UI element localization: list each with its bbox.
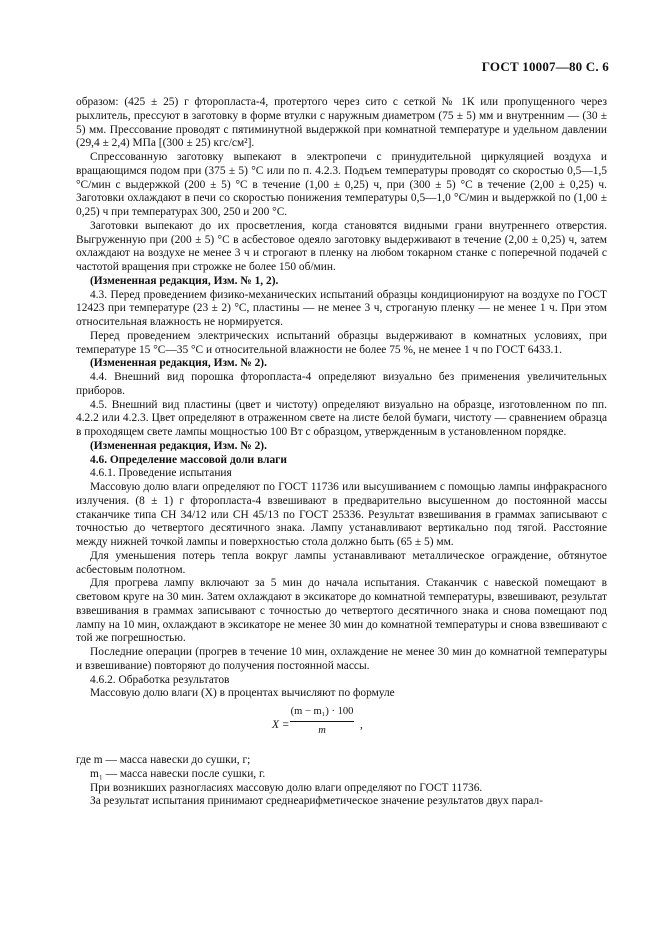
amendment-note: (Измененная редакция, Изм. № 1, 2). [90,274,279,287]
amendment-note: (Измененная редакция, Изм. № 2). [90,357,267,370]
formula-denominator: m [318,724,326,736]
page-header: ГОСТ 10007—80 С. 6 [481,59,609,74]
paragraph: Заготовки выпекают до их просветления, когда становятся видными грани внутреннего отверстия. Выгруженную при (200 ± 5) °С в асбестовое одеяло заготовку выдерживают в течение (2,00 ± 0,25) ч, затем охлаждают на воздухе не менее 3 ч и строгают в пленку на любом токарном станке с поперечной подачей с частотой вращения при строжке не более 150 об/мин. [76,219,607,273]
paragraph: Спрессованную заготовку выпекают в электропечи с принудительной циркуляцией воздуха и вращающимся подом при (375 ± 5) °С или по п. 4.2.3. Подъем температуры проводят со скоростью 0,5—1,5 °С/мин с выдержкой (200 ± 5) °С в течение (1,00 ± 0,25) ч, при (300 ± 5) °С в течение (2,00 ± 0,25) ч. Заготовки охлаждают в печи со скоростью понижения температуры 0,5—1,0 °С/мин и выдержкой по (1,00 ± 0,25) ч при температурах 300, 250 и 200 °С. [76,151,607,218]
paragraph: образом: (425 ± 25) г фторопласта-4, протертого через сито с сеткой № 1К или пропущенного через рыхлитель, прессуют в заготовку в форме втулки с наружным диаметром (75 ± 5) мм и внутренним — (30 ± 5) мм. Прессование проводят с пятиминутной выдержкой при комнатной температуре и удельном давлении (29,4 ± 2,4) МПа [(300 ± 25) кгс/см²]. [76,96,607,150]
paragraph: Последние операции (прогрев в течение 10 мин, охлаждение не менее 30 мин до комнатной температуры и взвешивание) повторяют до получения постоянной массы. [76,646,607,672]
formula-fraction [290,705,354,738]
variable-definition: где m — масса навески до сушки, г; [76,754,251,766]
paragraph: 4.4. Внешний вид порошка фторопласта-4 определяют визуально без применения увеличительных приборов. [76,371,607,397]
paragraph: Массовую долю влаги определяют по ГОСТ 11736 или высушиванием с помощью лампы инфракрасного излучения. (8 ± 1) г фторопласта-4 взвешивают в предварительно высушенном до постоянной массы стаканчике типа СН 34/12 или СН 45/13 по ГОСТ 25336. Результат взвешивания в граммах записывают с точностью до четвертого десятичного знака. Лампу устанавливают вертикально под тягой. Расстояние между нижней точкой лампы и поверхностью стола должно быть (65 ± 5) мм. [76,481,607,548]
variable-definition: m₁ — масса навески после сушки, г. [90,767,266,780]
formula-numerator: (m − m₁) · 100 [290,705,354,722]
paragraph: При возникших разногласиях массовую долю влаги определяют по ГОСТ 11736. [90,781,483,794]
paragraph: Массовую долю влаги (X) в процентах вычисляют по формуле [90,687,395,700]
paragraph: Перед проведением электрических испытаний образцы выдерживают в комнатных условиях, при температуре 15 °С—35 °С и относительной влажности не более 75 %, не менее 1 ч по ГОСТ 6433.1. [76,329,607,356]
paragraph: За результат испытания принимают среднеарифметическое значение результатов двух парал- [90,795,544,808]
document-body [76,96,607,809]
subsection-heading: 4.6.1. Проведение испытания [90,467,232,480]
formula-lhs: X = [272,719,290,731]
paragraph: 4.5. Внешний вид пластины (цвет и чистоту) определяют визуально на образце, изготовленном по пп. 4.2.2 или 4.2.3. Цвет определяют в отраженном свете на листе белой бумаги, чистоту — сравнением образца в проходящем свете лампы мощностью 100 Вт с образцом, утвержденным в установленном порядке. [76,398,607,438]
section-heading: 4.6. Определение массовой доли влаги [90,453,287,466]
formula-trailing: , [360,719,363,731]
paragraph: Для уменьшения потерь тепла вокруг лампы устанавливают металлическое ограждение, обтянутое асбестовым полотном. [76,549,607,576]
amendment-note: (Измененная редакция, Изм. № 2). [90,439,267,452]
subsection-heading: 4.6.2. Обработка результатов [90,673,230,686]
paragraph: 4.3. Перед проведением физико-механических испытаний образцы кондиционируют на воздухе по ГОСТ 12423 при температуре (23 ± 2) °С, пластины — не менее 3 ч, строганую пленку — не менее 1 ч. При этом относительная влажность не нормируется. [76,288,607,328]
moisture-formula [76,705,607,749]
paragraph: Для прогрева лампу включают за 5 мин до начала испытания. Стаканчик с навеской помещают в световом круге на 30 мин. Затем охлаждают в эксикаторе до комнатной температуры, взвешивают, результат взвешивания в граммах записывают с точностью до четвертого десятичного знака и снова помещают под лампу на 10 мин, охлаждают в эксикаторе не менее 30 мин до комнатной температуры и снова взвешивают с той же погрешностью. [76,577,607,645]
